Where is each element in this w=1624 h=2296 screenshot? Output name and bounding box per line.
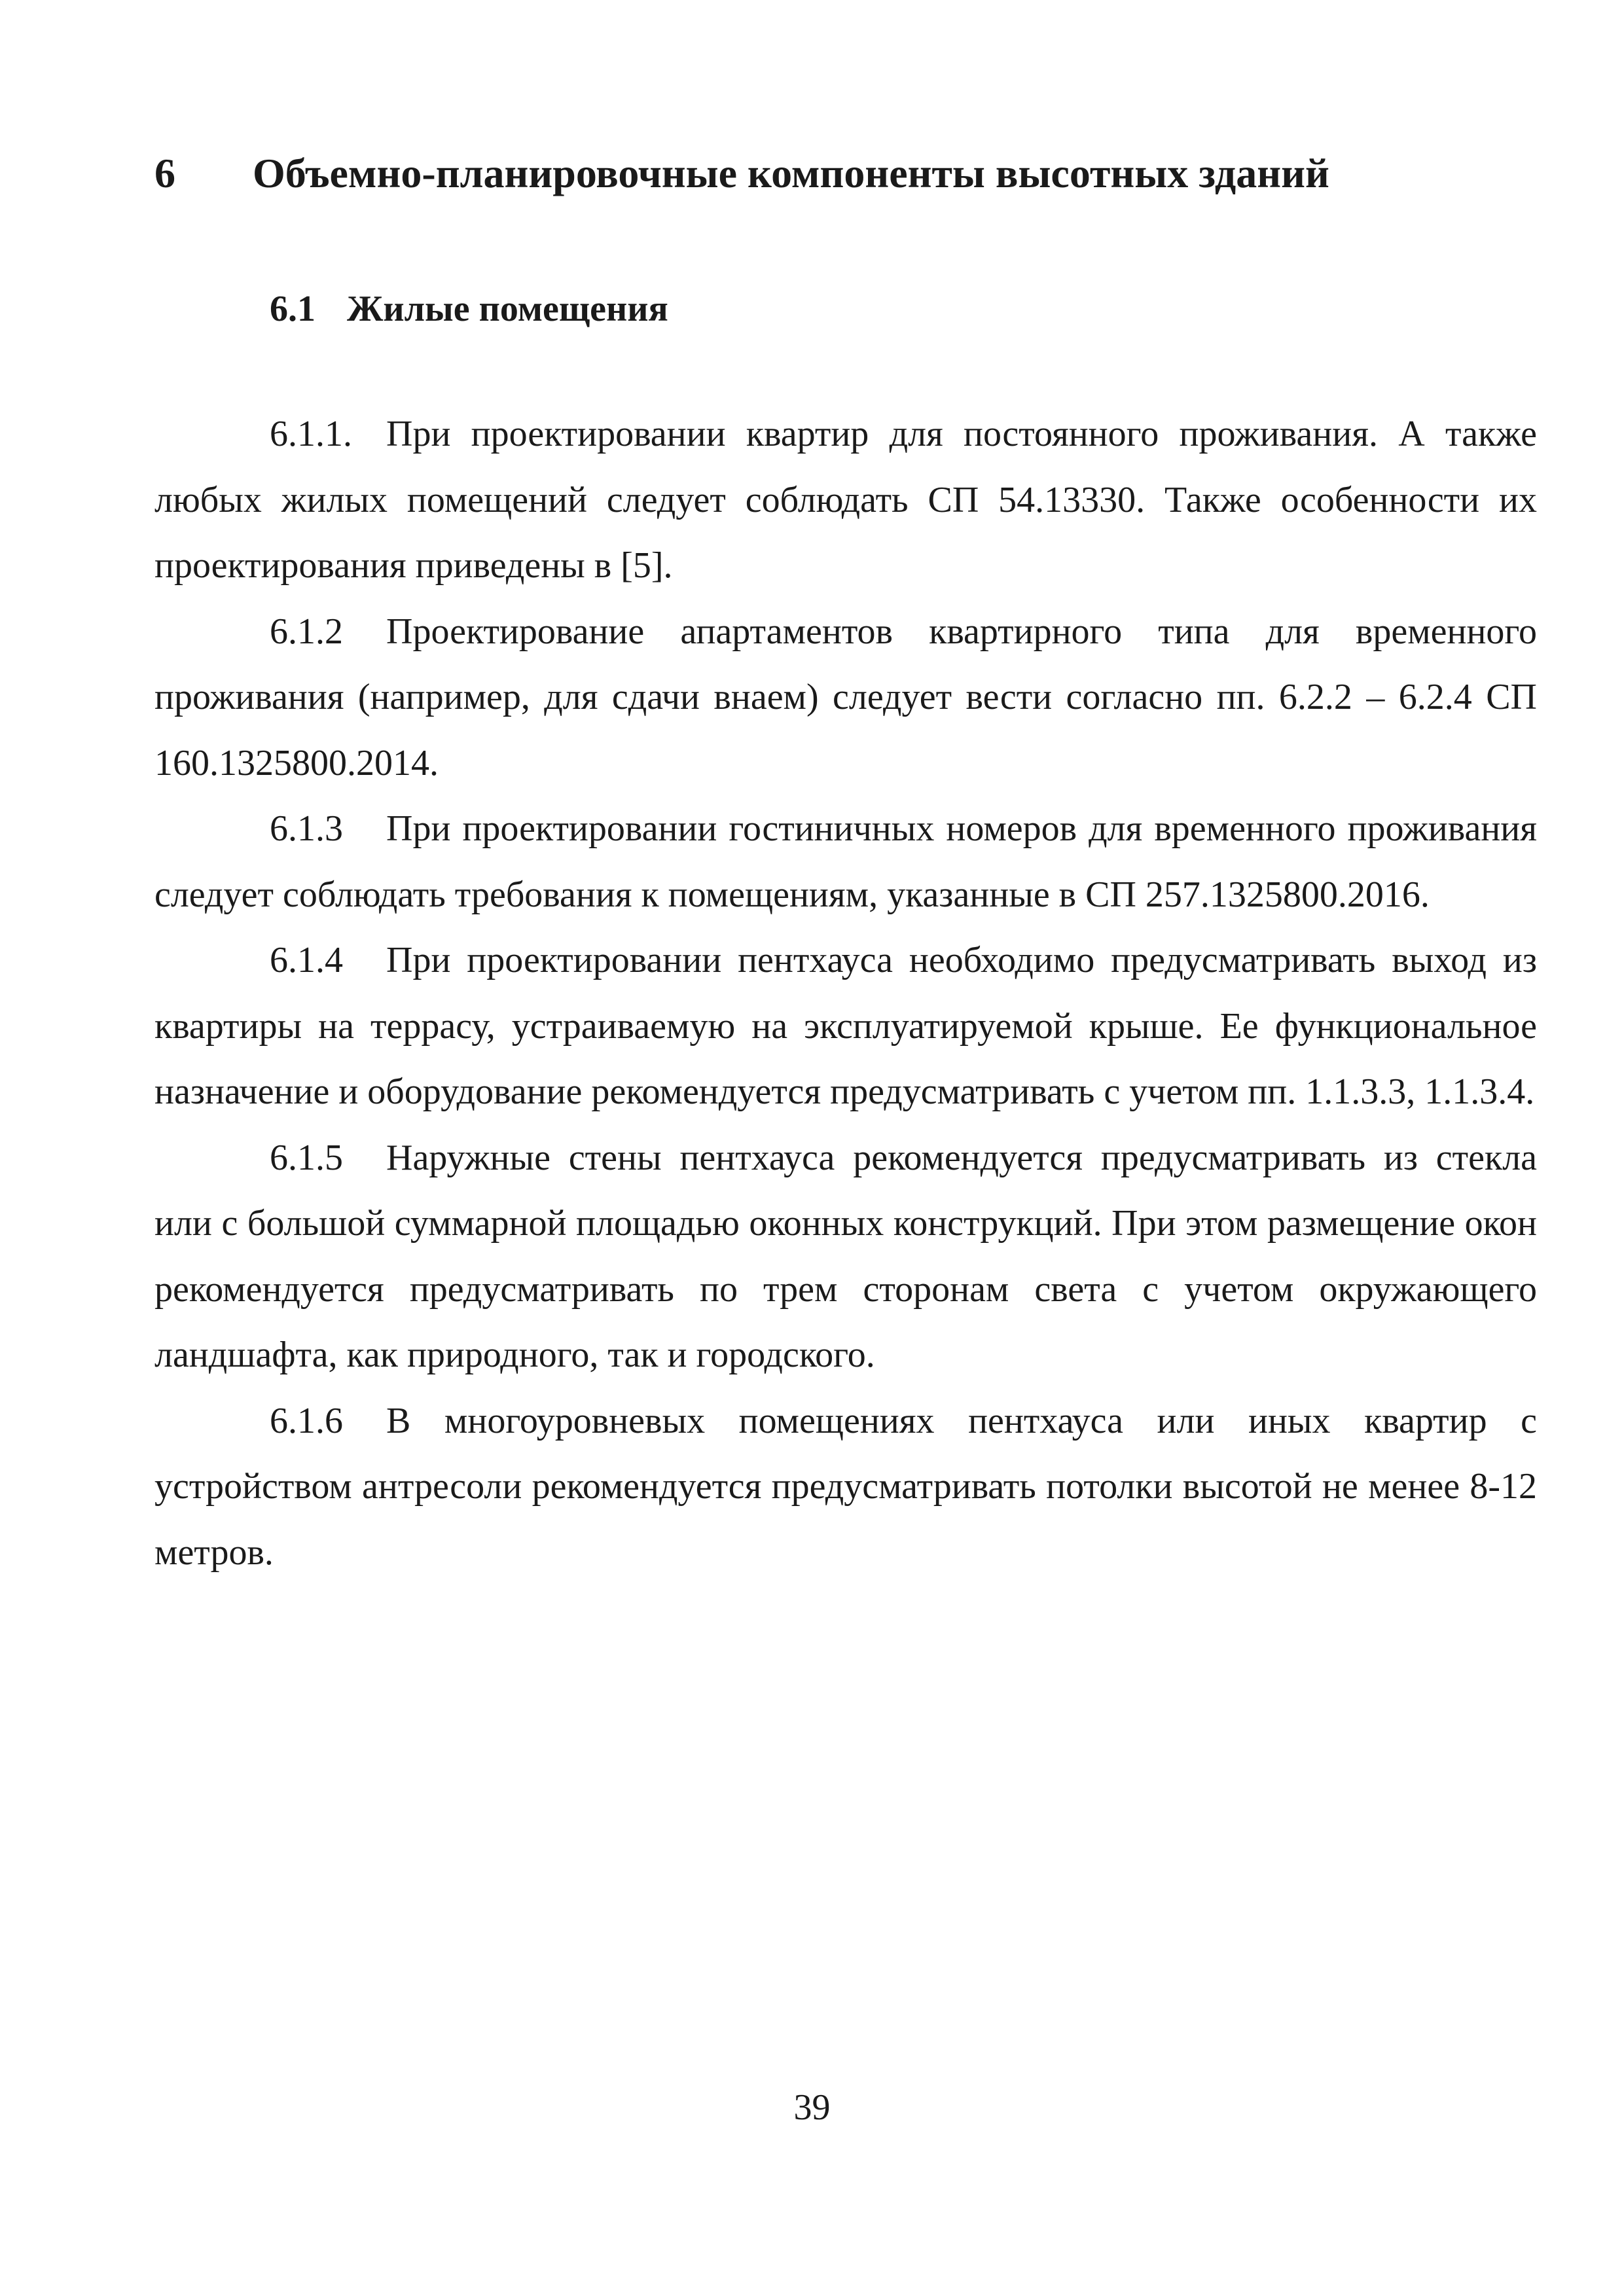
paragraph-number: 6.1.2 (270, 611, 343, 652)
paragraph-6-1-1 (154, 401, 1537, 599)
paragraph-number: 6.1.1. (270, 414, 352, 454)
paragraph-text: Проектирование апартаментов квартирного типа для временного проживания (например, для сдачи внаем) следует вести согласно пп. 6.2.2 – 6.2.4 СП 160.1325800.2014. (154, 611, 1537, 783)
paragraph-6-1-2 (154, 599, 1537, 797)
section-number: 6.1 (270, 289, 316, 329)
body-text (154, 401, 1537, 1585)
paragraph-text: Наружные стены пентхауса рекомендуется предусматривать из стекла или с большой суммарной площадью оконных конструкций. При этом размещение окон рекомендуется предусматривать по трем сторонам света с учетом окружающего ландшафта, как природного, так и городского. (154, 1137, 1537, 1375)
paragraph-text: При проектировании квартир для постоянного проживания. А также любых жилых помещений следует соблюдать СП 54.13330. Также особенности их проектирования приведены в [5]. (154, 414, 1537, 586)
paragraph-number: 6.1.3 (270, 808, 343, 849)
paragraph-number: 6.1.4 (270, 940, 343, 980)
chapter-number: 6 (154, 150, 175, 196)
section-title: Жилые помещения (347, 289, 668, 329)
paragraph-number: 6.1.6 (270, 1400, 343, 1441)
paragraph-text: В многоуровневых помещениях пентхауса или иных квартир с устройством антресоли рекомендуется предусматривать потолки высотой не менее 8-12 метров. (154, 1400, 1537, 1573)
paragraph-text: При проектировании пентхауса необходимо предусматривать выход из квартиры на террасу, устраиваемую на эксплуатируемой крыше. Ее функциональное назначение и оборудование рекомендуется предусматривать с учетом пп. 1.1.3.3, 1.1.3.4. (154, 940, 1537, 1112)
paragraph-number: 6.1.5 (270, 1137, 343, 1178)
paragraph-6-1-3 (154, 796, 1537, 927)
chapter-title: Объемно-планировочные компоненты высотных зданий (253, 150, 1329, 196)
paragraph-6-1-5 (154, 1125, 1537, 1388)
paragraph-6-1-6 (154, 1388, 1537, 1586)
chapter-heading (154, 147, 1529, 200)
paragraph-6-1-4 (154, 927, 1537, 1125)
page-number: 39 (793, 2087, 831, 2128)
section-heading (270, 286, 668, 332)
paragraph-text: При проектировании гостиничных номеров для временного проживания следует соблюдать требования к помещениям, указанные в СП 257.1325800.2016. (154, 808, 1537, 915)
